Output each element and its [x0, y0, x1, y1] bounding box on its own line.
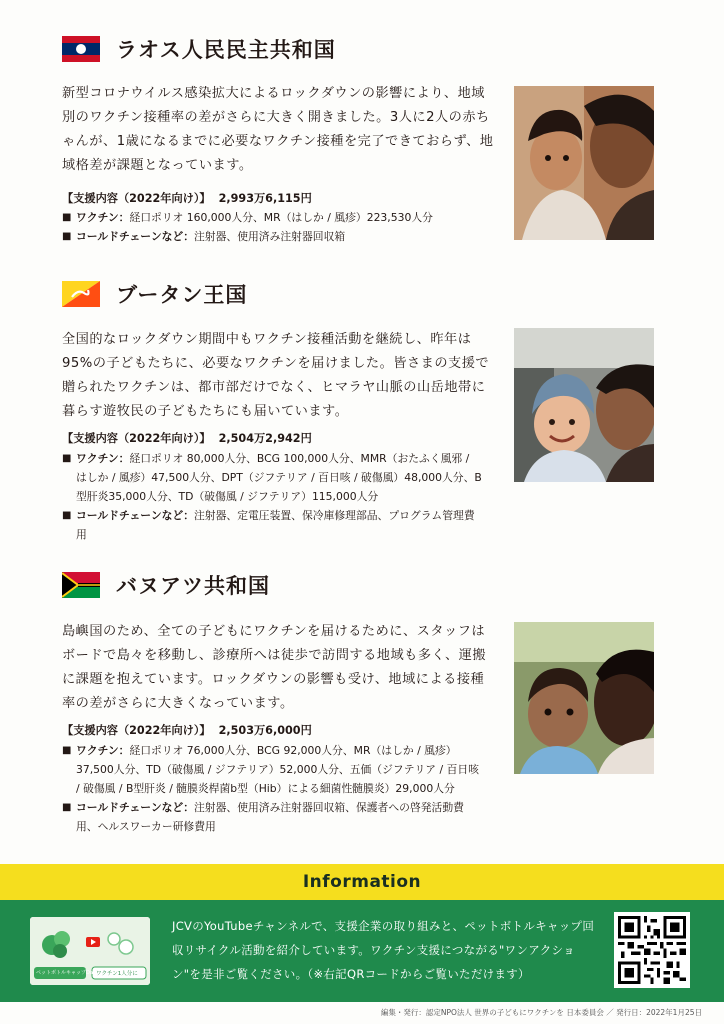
- vaccine-item: ■ ワクチン：経口ポリオ 76,000人分、BCG 92,000人分、MR（はしか / 風疹）37,500人分、TD（破傷風 / ジフテリア）52,000人分、五価（ジフテリア / 百日咳 / 破傷風 / B型肝炎 / 髄膜炎桿菌b型（Hib）による細菌性髄膜炎）29,000人分: [62, 744, 479, 795]
- support-heading: [62, 190, 312, 206]
- cold-chain-item: ■ コールドチェーンなど：注射器、定電圧装置、保冷庫修理部品、プログラム管理費用: [62, 509, 475, 541]
- laos-photo: [514, 86, 654, 240]
- country-description: 全国的なロックダウン期間中もワクチン接種活動を継続し、昨年は95%の子どもたちに、必要なワクチンを届けました。皆さまの支援で贈られたワクチンは、都市部だけでなく、ヒマラヤ山脈の山岳地帯に暮らす遊牧民の子どもたちにも届いています。: [62, 332, 490, 419]
- support-list: [62, 208, 482, 246]
- cold-chain-item: ■ コールドチェーンなど：注射器、使用済み注射器回収箱、保護者への啓発活動費用、ヘルスワーカー研修費用: [62, 801, 464, 833]
- support-list: [62, 449, 482, 544]
- country-name: バヌアツ共和国: [116, 574, 270, 598]
- information-panel: [0, 900, 724, 1002]
- bhutan-flag-icon: [62, 281, 100, 307]
- support-amount: 2,504万2,942円: [218, 432, 312, 445]
- support-amount: 2,503万6,000円: [218, 724, 312, 737]
- support-amount: 2,993万6,115円: [218, 192, 312, 205]
- vaccine-item: ■ ワクチン：経口ポリオ 80,000人分、BCG 100,000人分、MMR（おたふく風邪 / はしか / 風疹）47,500人分、DPT（ジフテリア / 百日咳 / 破傷風）48,000人分、B型肝炎35,000人分、TD（破傷風 / ジフテリア）115,000人分: [62, 452, 482, 503]
- bhutan-photo: [514, 328, 654, 482]
- vanuatu-photo: [514, 622, 654, 774]
- qr-code-icon[interactable]: [614, 912, 690, 988]
- country-description: 島嶼国のため、全ての子どもにワクチンを届けるために、スタッフはボードで島々を移動し、診療所へは徒歩で訪問する地域も多く、運搬に課題を抱えています。ロックダウンの影響も受け、地域による接種率の差がさらに大きくなっています。: [62, 624, 487, 711]
- information-title: Information: [302, 872, 422, 892]
- information-header: [0, 864, 724, 900]
- support-label: 【支援内容（2022年向け）】: [62, 192, 211, 205]
- publisher-footer: 編集・発行：認定NPO法人 世界の子どもにワクチンを 日本委員会 ／ 発行日：2022年1月25日: [380, 1008, 702, 1017]
- laos-flag-icon: [62, 36, 100, 62]
- thumb-right-label: ワクチン1人分に: [96, 971, 138, 977]
- youtube-thumbnail[interactable]: [30, 917, 150, 985]
- support-heading: [62, 430, 312, 446]
- country-description: 新型コロナウイルス感染拡大によるロックダウンの影響により、地域別のワクチン接種率の差がさらに大きく開きました。3人に2人の赤ちゃんが、1歳になるまでに必要なワクチン接種を完了できておらず、地域格差が課題となっています。: [62, 86, 494, 173]
- vanuatu-heading: [62, 570, 270, 600]
- laos-heading: [62, 34, 336, 64]
- vaccine-item: ■ ワクチン：経口ポリオ 160,000人分、MR（はしか / 風疹）223,530人分: [62, 211, 433, 224]
- cold-chain-item: ■ コールドチェーンなど：注射器、使用済み注射器回収箱: [62, 230, 346, 243]
- support-label: 【支援内容（2022年向け）】: [62, 432, 211, 445]
- vanuatu-flag-icon: [62, 572, 100, 598]
- bhutan-heading: [62, 279, 247, 309]
- support-list: [62, 741, 482, 836]
- support-label: 【支援内容（2022年向け）】: [62, 724, 211, 737]
- thumb-left-label: ペットボトルキャップDay!!: [36, 970, 100, 976]
- information-text: JCVのYouTubeチャンネルで、支援企業の取り組みと、ペットボトルキャップ回収リサイクル活動を紹介しています。ワクチン支援につながる"ワンアクション"を是非ご覧ください。（※右記QRコードからご覧いただけます）: [172, 919, 595, 981]
- country-name: ラオス人民民主共和国: [116, 38, 336, 62]
- support-heading: [62, 722, 312, 738]
- country-name: ブータン王国: [116, 283, 248, 307]
